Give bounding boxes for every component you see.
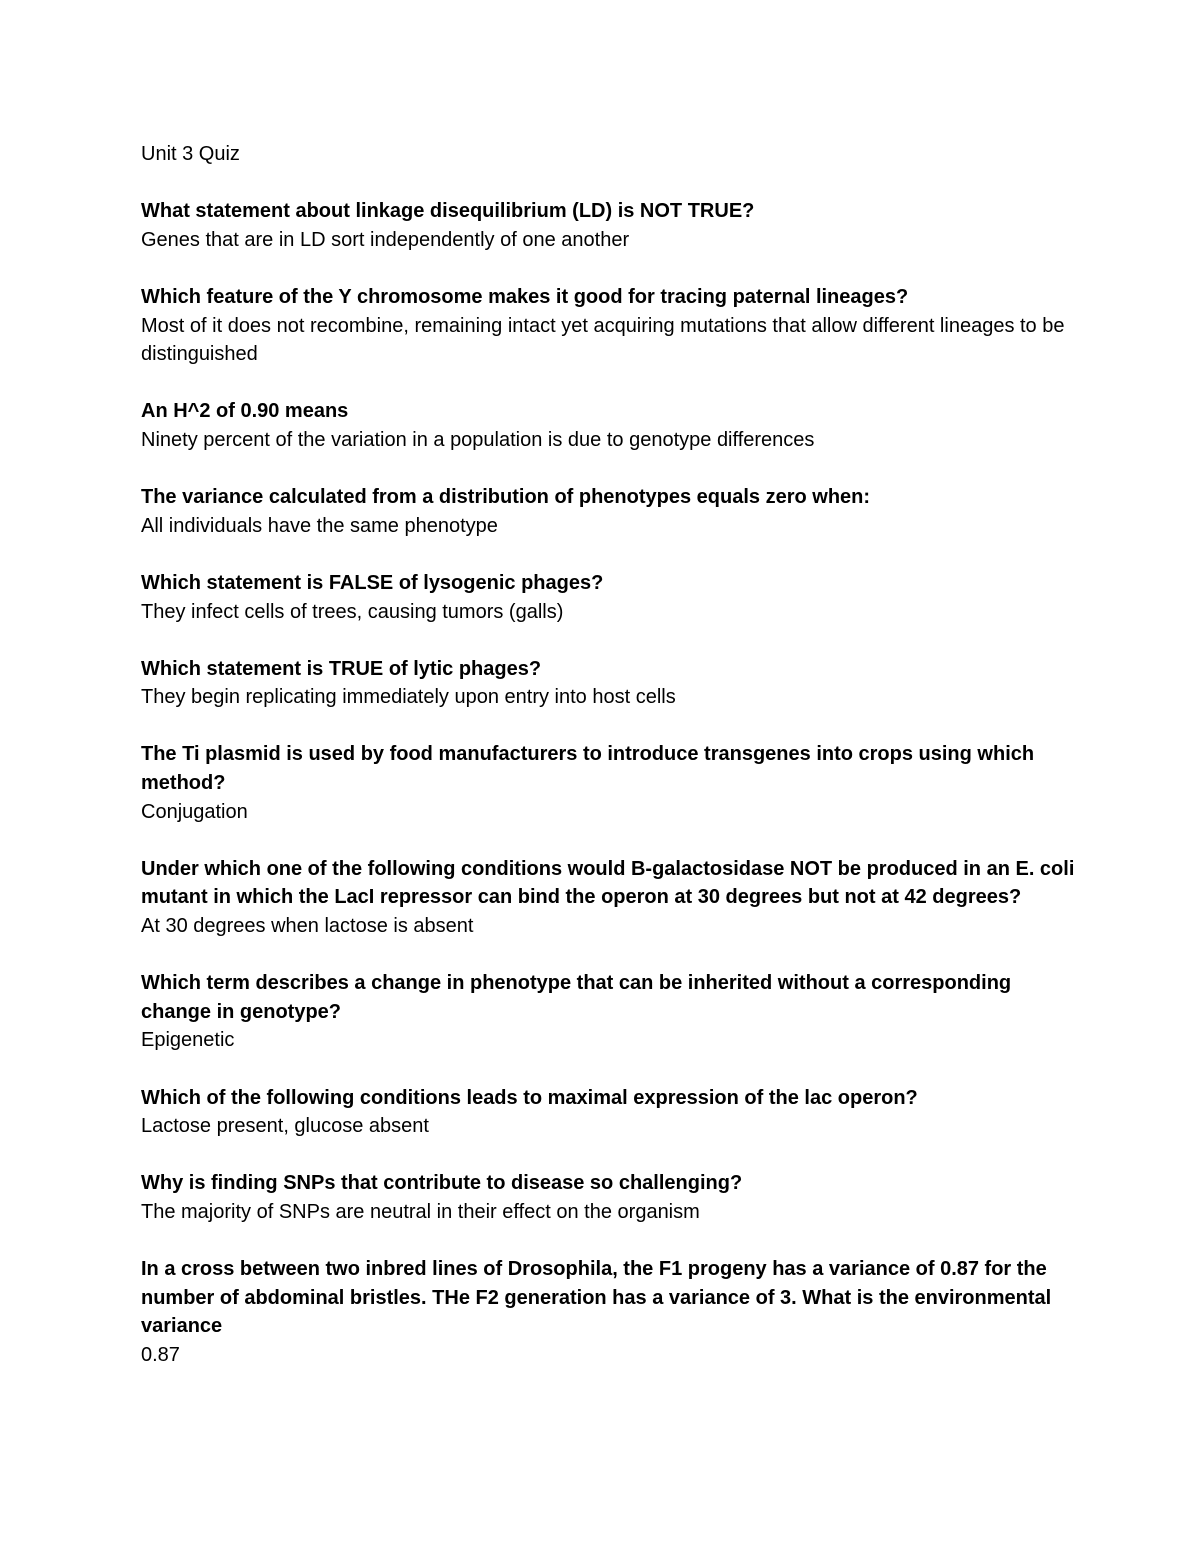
qa-item [141,1255,1076,1369]
question-text: The variance calculated from a distribution of phenotypes equals zero when: [141,486,871,509]
qa-item [141,1084,1076,1141]
answer-text: Genes that are in LD sort independently of one another [141,228,630,251]
answer-text: They begin replicating immediately upon entry into host cells [141,686,676,709]
question-text: Which term describes a change in phenotype that can be inherited without a corresponding change in genotype? [141,972,1012,1023]
answer-text: Lactose present, glucose absent [141,1115,429,1138]
qa-item [141,283,1076,369]
answer-text: Conjugation [141,800,248,823]
question-text: Which statement is FALSE of lysogenic phages? [141,571,604,594]
qa-item [141,969,1076,1055]
question-text: Under which one of the following conditions would B-galactosidase NOT be produced in an E. coli mutant in which the LacI repressor can bind the operon at 30 degrees but not at 42 degrees? [141,857,1075,909]
answer-text: 0.87 [141,1343,180,1366]
question-text: Which of the following conditions leads to maximal expression of the lac operon? [141,1086,918,1109]
qa-item [141,740,1076,826]
answer-text: The majority of SNPs are neutral in their effect on the organism [141,1200,700,1223]
answer-text: All individuals have the same phenotype [141,514,498,537]
answer-text: Ninety percent of the variation in a population is due to genotype differences [141,428,815,451]
qa-item [141,569,1076,626]
question-text: Why is finding SNPs that contribute to disease so challenging? [141,1172,743,1195]
question-text: Which statement is TRUE of lytic phages? [141,657,542,680]
qa-item [141,397,1076,454]
qa-item [141,655,1076,712]
qa-item [141,1169,1076,1226]
answer-text: At 30 degrees when lactose is absent [141,915,474,938]
answer-text: Epigenetic [141,1029,235,1052]
document-title: Unit 3 Quiz [141,143,240,165]
question-text: An H^2 of 0.90 means [141,400,349,423]
qa-item [141,855,1076,941]
qa-item [141,483,1076,540]
answer-text: Most of it does not recombine, remaining intact yet acquiring mutations that allow different lineages to be distinguished [141,314,1065,366]
question-text: The Ti plasmid is used by food manufacturers to introduce transgenes into crops using which method? [141,743,1035,795]
qa-item [141,197,1076,254]
question-text: What statement about linkage disequilibrium (LD) is NOT TRUE? [141,200,755,223]
document-body [141,140,1076,1398]
question-text: In a cross between two inbred lines of Drosophila, the F1 progeny has a variance of 0.87 for the number of abdominal bristles. THe F2 generation has a variance of 3. What is the environmental variance [141,1258,1052,1338]
answer-text: They infect cells of trees, causing tumors (galls) [141,600,564,623]
question-text: Which feature of the Y chromosome makes it good for tracing paternal lineages? [141,285,909,308]
